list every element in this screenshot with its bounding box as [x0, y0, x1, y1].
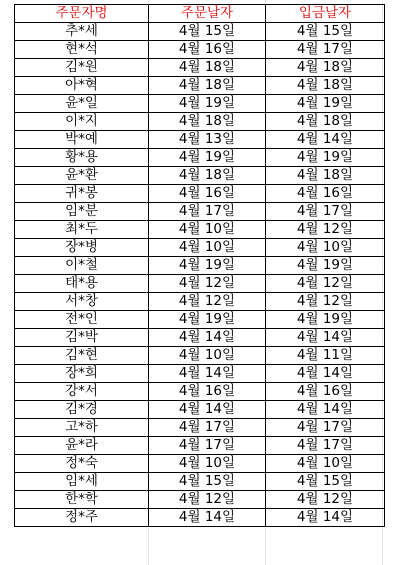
- cell-deposit-date[interactable]: 4월 19일: [266, 257, 385, 275]
- table-row: [15, 275, 385, 293]
- table-row: [15, 455, 385, 473]
- cell-order-date[interactable]: 4월 17일: [149, 419, 266, 437]
- cell-customer-name[interactable]: 장*희: [15, 365, 149, 383]
- cell-customer-name[interactable]: 최*두: [15, 221, 149, 239]
- cell-deposit-date[interactable]: 4월 10일: [266, 455, 385, 473]
- header-customer-name[interactable]: 주문자명: [15, 5, 149, 23]
- cell-customer-name[interactable]: 서*창: [15, 293, 149, 311]
- table-row: [15, 41, 385, 59]
- header-deposit-date[interactable]: 입금날자: [266, 5, 385, 23]
- table-row: [15, 419, 385, 437]
- table-row: [15, 239, 385, 257]
- cell-order-date[interactable]: 4월 12일: [149, 491, 266, 509]
- cell-deposit-date[interactable]: 4월 19일: [266, 311, 385, 329]
- header-order-date[interactable]: 주문날자: [149, 5, 266, 23]
- cell-order-date[interactable]: 4월 10일: [149, 347, 266, 365]
- cell-deposit-date[interactable]: 4월 17일: [266, 419, 385, 437]
- cell-customer-name[interactable]: 윤*라: [15, 437, 149, 455]
- cell-order-date[interactable]: 4월 15일: [149, 23, 266, 41]
- cell-order-date[interactable]: 4월 18일: [149, 77, 266, 95]
- table-row: [15, 491, 385, 509]
- cell-deposit-date[interactable]: 4월 17일: [266, 41, 385, 59]
- cell-deposit-date[interactable]: 4월 19일: [266, 95, 385, 113]
- table-row: [15, 329, 385, 347]
- cell-deposit-date[interactable]: 4월 17일: [266, 437, 385, 455]
- table-row: [15, 131, 385, 149]
- cell-customer-name[interactable]: 이*지: [15, 113, 149, 131]
- table-row: [15, 257, 385, 275]
- cell-order-date[interactable]: 4월 19일: [149, 95, 266, 113]
- header-row: [15, 5, 385, 23]
- table-row: [15, 347, 385, 365]
- cell-customer-name[interactable]: 강*서: [15, 383, 149, 401]
- cell-customer-name[interactable]: 박*예: [15, 131, 149, 149]
- cell-customer-name[interactable]: 김*원: [15, 59, 149, 77]
- orders-table: [14, 4, 385, 527]
- cell-deposit-date[interactable]: 4월 11일: [266, 347, 385, 365]
- table-row: [15, 293, 385, 311]
- cell-order-date[interactable]: 4월 12일: [149, 293, 266, 311]
- cell-deposit-date[interactable]: 4월 14일: [266, 365, 385, 383]
- cell-deposit-date[interactable]: 4월 12일: [266, 221, 385, 239]
- table-row: [15, 221, 385, 239]
- cell-order-date[interactable]: 4월 17일: [149, 203, 266, 221]
- cell-customer-name[interactable]: 윤*일: [15, 95, 149, 113]
- cell-deposit-date[interactable]: 4월 16일: [266, 383, 385, 401]
- table-row: [15, 23, 385, 41]
- cell-customer-name[interactable]: 아*혁: [15, 77, 149, 95]
- cell-customer-name[interactable]: 임*세: [15, 473, 149, 491]
- table-row: [15, 365, 385, 383]
- cell-order-date[interactable]: 4월 18일: [149, 167, 266, 185]
- table-row: [15, 509, 385, 527]
- table-row: [15, 203, 385, 221]
- cell-customer-name[interactable]: 정*주: [15, 509, 149, 527]
- table-row: [15, 185, 385, 203]
- cell-deposit-date[interactable]: 4월 18일: [266, 59, 385, 77]
- cell-customer-name[interactable]: 귀*봉: [15, 185, 149, 203]
- cell-order-date[interactable]: 4월 18일: [149, 113, 266, 131]
- cell-deposit-date[interactable]: 4월 15일: [266, 473, 385, 491]
- cell-order-date[interactable]: 4월 14일: [149, 509, 266, 527]
- cell-customer-name[interactable]: 고*하: [15, 419, 149, 437]
- cell-customer-name[interactable]: 김*현: [15, 347, 149, 365]
- cell-order-date[interactable]: 4월 13일: [149, 131, 266, 149]
- table-row: [15, 77, 385, 95]
- cell-deposit-date[interactable]: 4월 16일: [266, 185, 385, 203]
- table-row: [15, 311, 385, 329]
- cell-order-date[interactable]: 4월 19일: [149, 257, 266, 275]
- table-row: [15, 59, 385, 77]
- cell-customer-name[interactable]: 한*학: [15, 491, 149, 509]
- cell-deposit-date[interactable]: 4월 14일: [266, 401, 385, 419]
- cell-order-date[interactable]: 4월 14일: [149, 365, 266, 383]
- cell-customer-name[interactable]: 윤*환: [15, 167, 149, 185]
- cell-deposit-date[interactable]: 4월 18일: [266, 77, 385, 95]
- cell-customer-name[interactable]: 태*용: [15, 275, 149, 293]
- cell-order-date[interactable]: 4월 16일: [149, 383, 266, 401]
- cell-order-date[interactable]: 4월 14일: [149, 401, 266, 419]
- cell-deposit-date[interactable]: 4월 15일: [266, 23, 385, 41]
- cell-customer-name[interactable]: 현*석: [15, 41, 149, 59]
- cell-deposit-date[interactable]: 4월 19일: [266, 149, 385, 167]
- table-row: [15, 167, 385, 185]
- table-row: [15, 473, 385, 491]
- table-row: [15, 149, 385, 167]
- cell-customer-name[interactable]: 이*철: [15, 257, 149, 275]
- table-row: [15, 401, 385, 419]
- cell-customer-name[interactable]: 김*박: [15, 329, 149, 347]
- cell-customer-name[interactable]: 정*숙: [15, 455, 149, 473]
- cell-customer-name[interactable]: 임*분: [15, 203, 149, 221]
- cell-order-date[interactable]: 4월 19일: [149, 149, 266, 167]
- cell-deposit-date[interactable]: 4월 14일: [266, 131, 385, 149]
- cell-order-date[interactable]: 4월 16일: [149, 41, 266, 59]
- cell-customer-name[interactable]: 장*병: [15, 239, 149, 257]
- cell-deposit-date[interactable]: 4월 17일: [266, 203, 385, 221]
- cell-deposit-date[interactable]: 4월 14일: [266, 329, 385, 347]
- cell-order-date[interactable]: 4월 19일: [149, 311, 266, 329]
- cell-deposit-date[interactable]: 4월 18일: [266, 113, 385, 131]
- cell-order-date[interactable]: 4월 15일: [149, 473, 266, 491]
- cell-customer-name[interactable]: 추*세: [15, 23, 149, 41]
- cell-order-date[interactable]: 4월 14일: [149, 329, 266, 347]
- cell-order-date[interactable]: 4월 17일: [149, 437, 266, 455]
- table-row: [15, 437, 385, 455]
- table-row: [15, 383, 385, 401]
- cell-deposit-date[interactable]: 4월 12일: [266, 491, 385, 509]
- cell-customer-name[interactable]: 김*경: [15, 401, 149, 419]
- cell-customer-name[interactable]: 전*인: [15, 311, 149, 329]
- cell-order-date[interactable]: 4월 16일: [149, 185, 266, 203]
- table-body: [15, 23, 385, 527]
- cell-deposit-date[interactable]: 4월 12일: [266, 293, 385, 311]
- cell-order-date[interactable]: 4월 18일: [149, 59, 266, 77]
- cell-order-date[interactable]: 4월 10일: [149, 221, 266, 239]
- cell-order-date[interactable]: 4월 12일: [149, 275, 266, 293]
- cell-deposit-date[interactable]: 4월 10일: [266, 239, 385, 257]
- cell-deposit-date[interactable]: 4월 18일: [266, 167, 385, 185]
- cell-order-date[interactable]: 4월 10일: [149, 455, 266, 473]
- table-row: [15, 95, 385, 113]
- cell-order-date[interactable]: 4월 10일: [149, 239, 266, 257]
- cell-deposit-date[interactable]: 4월 14일: [266, 509, 385, 527]
- table-row: [15, 113, 385, 131]
- cell-deposit-date[interactable]: 4월 12일: [266, 275, 385, 293]
- cell-customer-name[interactable]: 황*용: [15, 149, 149, 167]
